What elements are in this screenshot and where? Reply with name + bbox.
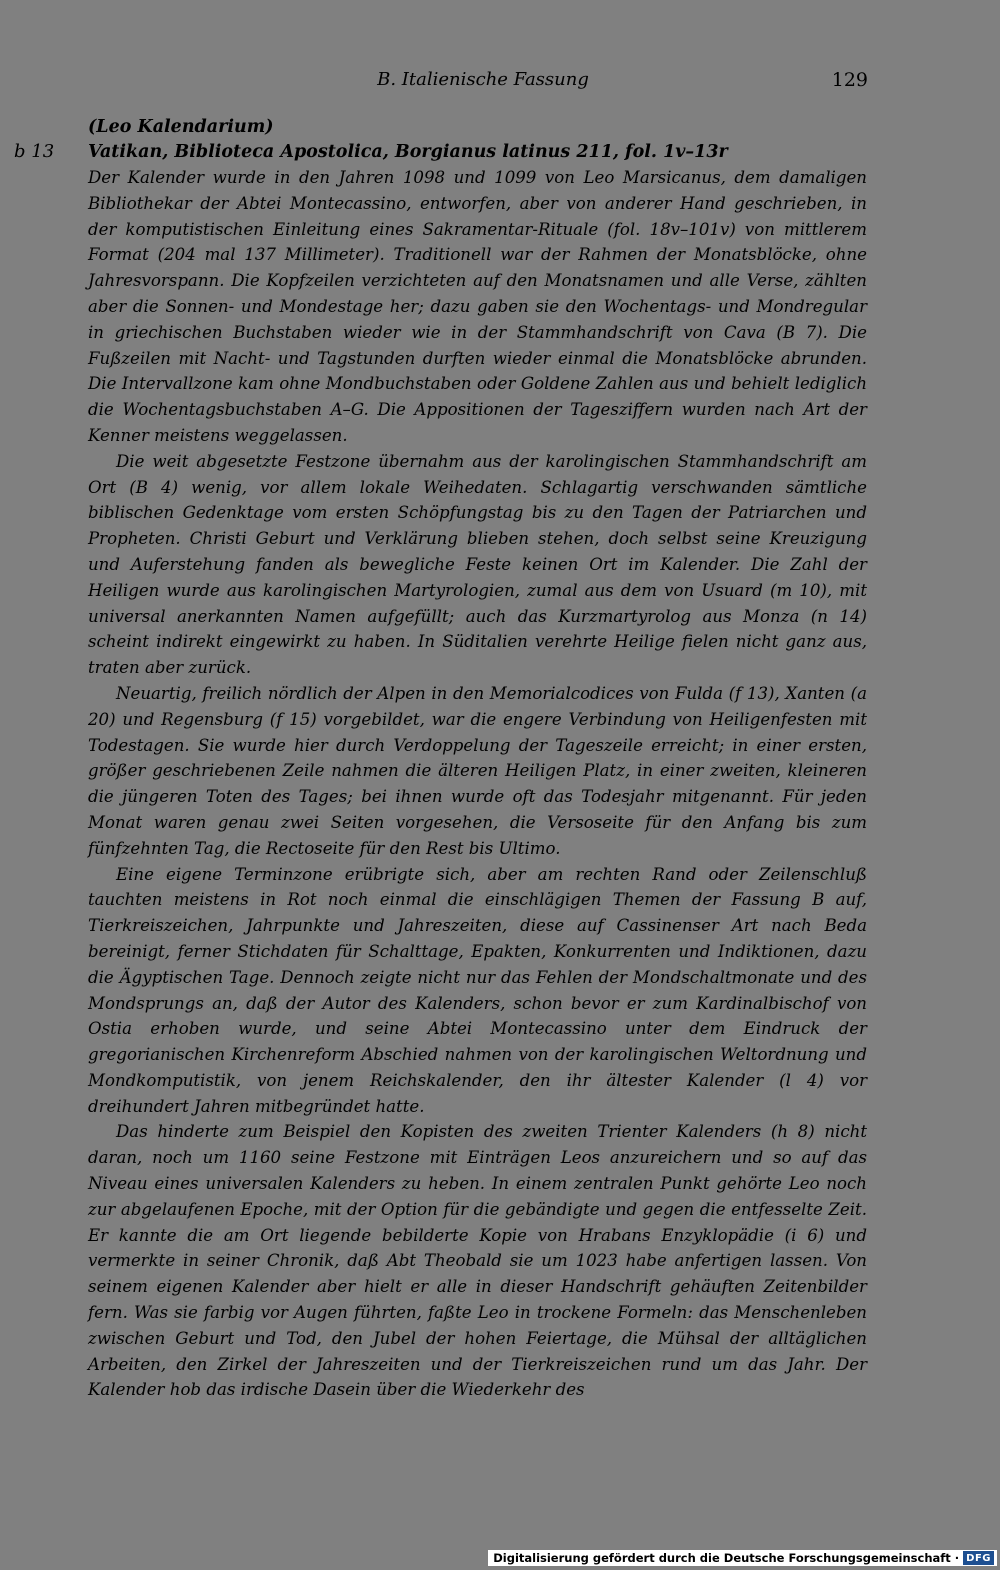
entry-title: Vatikan, Biblioteca Apostolica, Borgianus latinus 211, fol. 1v–13r — [88, 142, 728, 162]
credit-text: Digitalisierung gefördert durch die Deutsche Forschungsgemeinschaft — [493, 1551, 951, 1565]
page-number: 129 — [831, 69, 868, 91]
digitization-credit — [488, 1550, 997, 1566]
paragraph: Der Kalender wurde in den Jahren 1098 und 1099 von Leo Marsicanus, dem damaligen Bibliothekar der Abtei Montecassino, entworfen, aber von anderer Hand geschrieben, in der komputistischen Einleitung eines Sakramentar-Rituale (fol. 18v–101v) von mittlerem Format (204 mal 137 Millimeter). Traditionell war der Rahmen der Monatsblöcke, ohne Jahresvorspann. Die Kopfzeilen verzichteten auf den Monatsnamen und alle Verse, zählten aber die Sonnen- und Mondestage her; dazu gaben sie den Wochentags- und Mondregular in griechischen Buchstaben wieder wie in der Stammhandschrift von Cava (B 7). Die Fußzeilen mit Nacht- und Tagstunden durften wieder einmal die Monatsblöcke abrunden. Die Intervallzone kam ohne Mondbuchstaben oder Goldene Zahlen aus und behielt lediglich die Wochentagsbuchstaben A–G. Die Appositionen der Tagesziffern wurden nach Art der Kenner meistens weggelassen. — [88, 168, 867, 445]
paragraph: Eine eigene Terminzone erübrigte sich, aber am rechten Rand oder Zeilenschluß tauchten meistens in Rot noch einmal die einschlägigen Themen der Fassung B auf, Tierkreiszeichen, Jahrpunkte und Jahreszeiten, diese auf Cassinenser Art nach Beda bereinigt, ferner Stichdaten für Schalttage, Epakten, Konkurrenten und Indiktionen, dazu die Ägyptischen Tage. Dennoch zeigte nicht nur das Fehlen der Mondschaltmonate und des Mondsprungs an, daß der Autor des Kalenders, schon bevor er zum Kardinalbischof von Ostia erhoben wurde, und seine Abtei Montecassino unter dem Eindruck der gregorianischen Kirchenreform Abschied nahmen von der karolingischen Weltordnung und Mondkomputistik, von jenem Reichskalender, den ihr ältester Kalender (l 4) vor dreihundert Jahren mitbegründet hatte. — [88, 864, 867, 1116]
dfg-logo-icon: DFG — [963, 1551, 994, 1565]
paragraph: Das hinderte zum Beispiel den Kopisten des zweiten Trienter Kalenders (h 8) nicht daran, noch um 1160 seine Festzone mit Einträgen Leos anzureichern und so auf das Niveau eines universalen Kalenders zu heben. In einem zentralen Punkt gehörte Leo noch zur abgelaufenen Epoche, mit der Option für die gebändigte und gegen die entfesselte Zeit. Er kannte die am Ort liegende bebilderte Kopie von Hrabans Enzyklopädie (i 6) und vermerkte in seiner Chronik, daß Abt Theobald sie um 1023 habe anfertigen lassen. Von seinem eigenen Kalender aber hielt er alle in dieser Handschrift gehäuften Zeitenbilder fern. Was sie farbig vor Augen führten, faßte Leo in trockene Formeln: das Menschenleben zwischen Geburt und Tod, den Jubel der hohen Feiertage, die Mühsal der alltäglichen Arbeiten, den Zirkel der Jahreszeiten und der Tierkreiszeichen rund um das Jahr. Der Kalender hob das irdische Dasein über die Wiederkehr des — [88, 1122, 867, 1400]
credit-separator: · — [954, 1551, 960, 1565]
running-head — [88, 68, 868, 96]
paragraph: Die weit abgesetzte Festzone übernahm aus der karolingischen Stammhandschrift am Ort (B 4) wenig, vor allem lokale Weihedaten. Schlagartig verschwanden sämtliche biblischen Gedenktage vom ersten Schöpfungstag bis zu den Tagen der Patriarchen und Propheten. Christi Geburt und Verklärung blieben stehen, doch selbst seine Kreuzigung und Auferstehung fanden als bewegliche Feste keinen Ort im Kalender. Die Zahl der Heiligen wurde aus karolingischen Martyrologien, zumal aus dem von Usuard (m 10), mit universal anerkannten Namen aufgefüllt; auch das Kurzmartyrolog aus Monza (n 14) scheint indirekt eingewirkt zu haben. In Süditalien verehrte Heilige fielen nicht ganz aus, traten aber zurück. — [88, 451, 867, 678]
entry-heading — [0, 141, 1000, 167]
section-heading: (Leo Kalendarium) — [88, 117, 274, 137]
paragraph: Neuartig, freilich nördlich der Alpen in den Memorialcodices von Fulda (f 13), Xanten (a 20) und Regensburg (f 15) vorgebildet, war die engere Verbindung von Heiligenfesten mit Todestagen. Sie wurde hier durch Verdoppelung der Tageszeile erreicht; in einer ersten, größer geschriebenen Zeile nahmen die älteren Heiligen Platz, in einer zweiten, kleineren die jüngeren Toten des Tages; bei ihnen wurde oft das Todesjahr mitgenannt. Für jeden Monat waren genau zwei Seiten vorgesehen, die Versoseite für den Anfang bis zum fünfzehnten Tag, die Rectoseite für den Rest bis Ultimo. — [88, 683, 867, 858]
body-text — [88, 165, 867, 1403]
entry-siglum: b 13 — [14, 141, 55, 162]
running-title: B. Italienische Fassung — [377, 69, 589, 90]
